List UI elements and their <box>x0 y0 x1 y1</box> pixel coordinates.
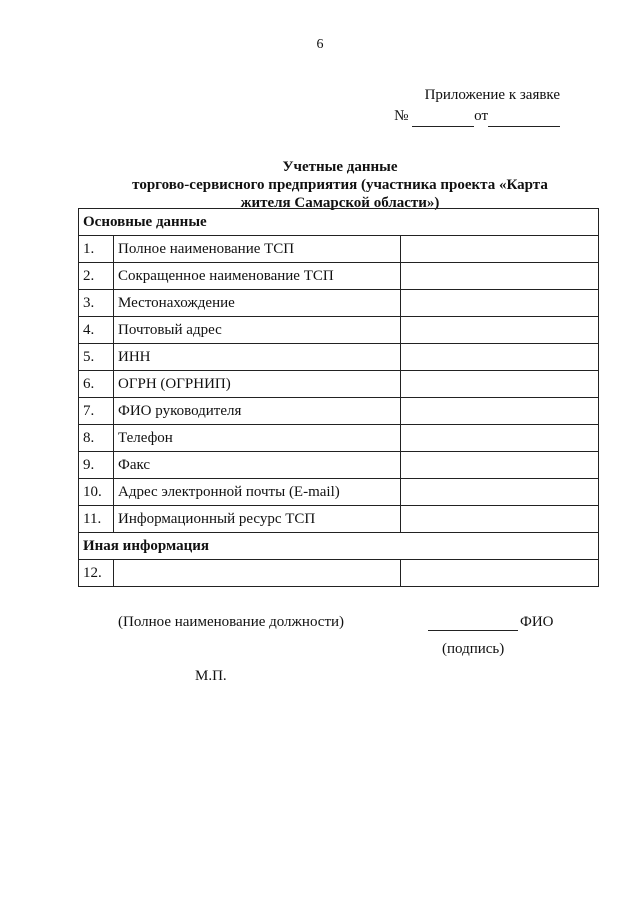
signature-blank <box>428 616 518 631</box>
row-label: Почтовый адрес <box>114 317 401 344</box>
registration-data-table <box>78 208 599 587</box>
row-label: Сокращенное наименование ТСП <box>114 263 401 290</box>
row-number: 2. <box>79 263 114 290</box>
row-number: 7. <box>79 398 114 425</box>
fio-label: ФИО <box>520 614 554 630</box>
table-row <box>79 398 599 425</box>
row-number: 11. <box>79 506 114 533</box>
title-line-1: Учетные данные <box>282 159 398 175</box>
table-row <box>79 290 599 317</box>
date-blank <box>488 112 560 127</box>
row-label: Адрес электронной почты (E-mail) <box>114 479 401 506</box>
row-number: 1. <box>79 236 114 263</box>
row-label <box>114 560 401 587</box>
row-value-field[interactable] <box>401 344 599 371</box>
row-label: Факс <box>114 452 401 479</box>
row-label: ИНН <box>114 344 401 371</box>
row-number: 9. <box>79 452 114 479</box>
table-body <box>79 209 599 587</box>
row-number: 4. <box>79 317 114 344</box>
page-number: 6 <box>316 37 324 52</box>
section-main-heading: Основные данные <box>79 209 599 236</box>
row-label: Информационный ресурс ТСП <box>114 506 401 533</box>
row-value-field[interactable] <box>401 398 599 425</box>
fio-line <box>428 614 554 631</box>
table-row <box>79 425 599 452</box>
row-number: 8. <box>79 425 114 452</box>
row-label: ФИО руководителя <box>114 398 401 425</box>
signature-caption: (подпись) <box>442 641 505 657</box>
row-number: 12. <box>79 560 114 587</box>
number-blank <box>412 112 474 127</box>
row-value-field[interactable] <box>401 290 599 317</box>
position-caption: (Полное наименование должности) <box>118 614 345 630</box>
row-number: 6. <box>79 371 114 398</box>
document-title <box>90 158 590 212</box>
table-row <box>79 506 599 533</box>
table-row <box>79 317 599 344</box>
table-row <box>79 236 599 263</box>
section-other-heading: Иная информация <box>79 533 599 560</box>
row-number: 10. <box>79 479 114 506</box>
row-label: Полное наименование ТСП <box>114 236 401 263</box>
table-row <box>79 452 599 479</box>
row-value-field[interactable] <box>401 479 599 506</box>
table-row <box>79 479 599 506</box>
row-label: Телефон <box>114 425 401 452</box>
row-number: 5. <box>79 344 114 371</box>
table-row <box>79 560 599 587</box>
table-row <box>79 371 599 398</box>
row-number: 3. <box>79 290 114 317</box>
row-value-field[interactable] <box>401 317 599 344</box>
number-label: № <box>394 108 409 124</box>
title-line-3: жителя Самарской области») <box>240 195 440 211</box>
section-main-row <box>79 209 599 236</box>
row-value-field[interactable] <box>401 371 599 398</box>
table-row <box>79 344 599 371</box>
row-label: Местонахождение <box>114 290 401 317</box>
date-label: от <box>474 108 488 124</box>
row-value-field[interactable] <box>401 506 599 533</box>
appendix-number-line <box>380 106 560 127</box>
row-value-field[interactable] <box>401 452 599 479</box>
section-other-row <box>79 533 599 560</box>
stamp-label: М.П. <box>195 668 227 684</box>
title-line-2: торгово-сервисного предприятия (участника проекта «Карта <box>132 177 548 193</box>
row-value-field[interactable] <box>401 263 599 290</box>
row-value-field[interactable] <box>401 560 599 587</box>
table-row <box>79 263 599 290</box>
appendix-header <box>380 85 560 127</box>
appendix-title: Приложение к заявке <box>424 87 560 103</box>
row-label: ОГРН (ОГРНИП) <box>114 371 401 398</box>
row-value-field[interactable] <box>401 425 599 452</box>
row-value-field[interactable] <box>401 236 599 263</box>
